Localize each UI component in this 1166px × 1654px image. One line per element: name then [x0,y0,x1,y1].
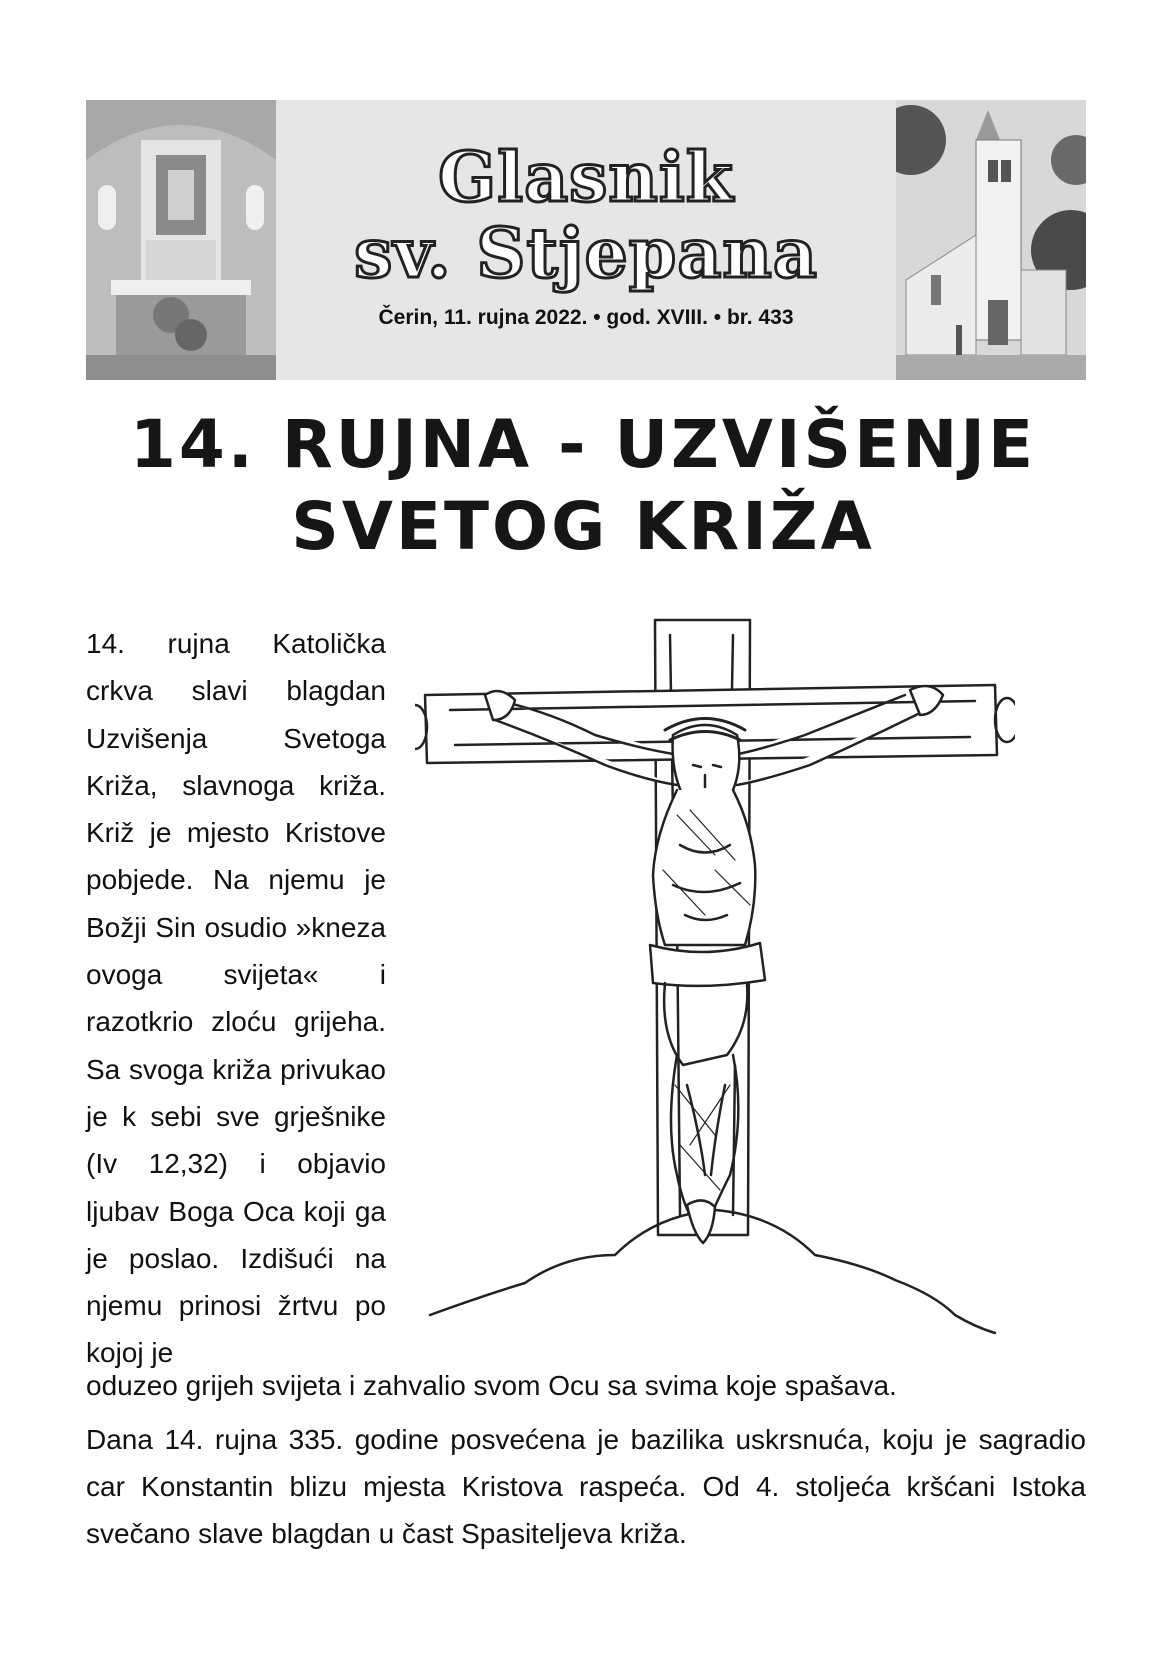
article-headline [0,404,1166,568]
article-paragraph-1-column: 14. rujna Katolička crkva slavi blagdan Uzvišenja Svetoga Križa, slavnoga križa. Križ je mjesto Kristove pobjede. Na njemu je Božji Sin osudio »kneza ovoga svijeta« i razotkrio zloću grijeha. Sa svoga križa privukao je k sebi sve grješnike (Iv 12,32) i objavio ljubav Boga Oca koji ga je poslao. Izdišući na njemu prinosi žrtvu po kojoj je [86,628,386,1369]
church-interior-photo [86,100,276,380]
article-paragraph-1-end: oduzeo grijeh svijeta i zahvalio svom Ocu sa svima koje spašava. [86,1370,897,1401]
crucifix-illustration [415,615,1015,1345]
newsletter-title-line2: sv. Stjepana [354,214,818,294]
altar-image [86,100,276,380]
headline-line2: SVETOG KRIŽA [291,488,875,565]
torso [653,790,755,945]
church-exterior-photo [896,100,1086,380]
crucifix-drawing [415,615,1015,1345]
feet [687,1200,715,1243]
loincloth [650,943,765,986]
article-paragraph-2: Dana 14. rujna 335. godine posvećena je bazilika uskrsnuća, koju je sagradio car Konstantin blizu mjesta Kristova raspeća. Od 4. stoljeća kršćani Istoka svečano slave blagdan u čast Spasiteljeva križa. [86,1424,1086,1549]
masthead [86,100,1086,380]
masthead-title-block [276,100,896,380]
newsletter-title-line1: Glasnik [438,138,734,218]
headline-line1: 14. RUJNA - UZVIŠENJE [129,406,1037,483]
church-tower-image [896,100,1086,380]
hill-outline [430,1210,995,1333]
issue-info: Čerin, 11. rujna 2022. • god. XVIII. • br. 433 [378,306,794,329]
